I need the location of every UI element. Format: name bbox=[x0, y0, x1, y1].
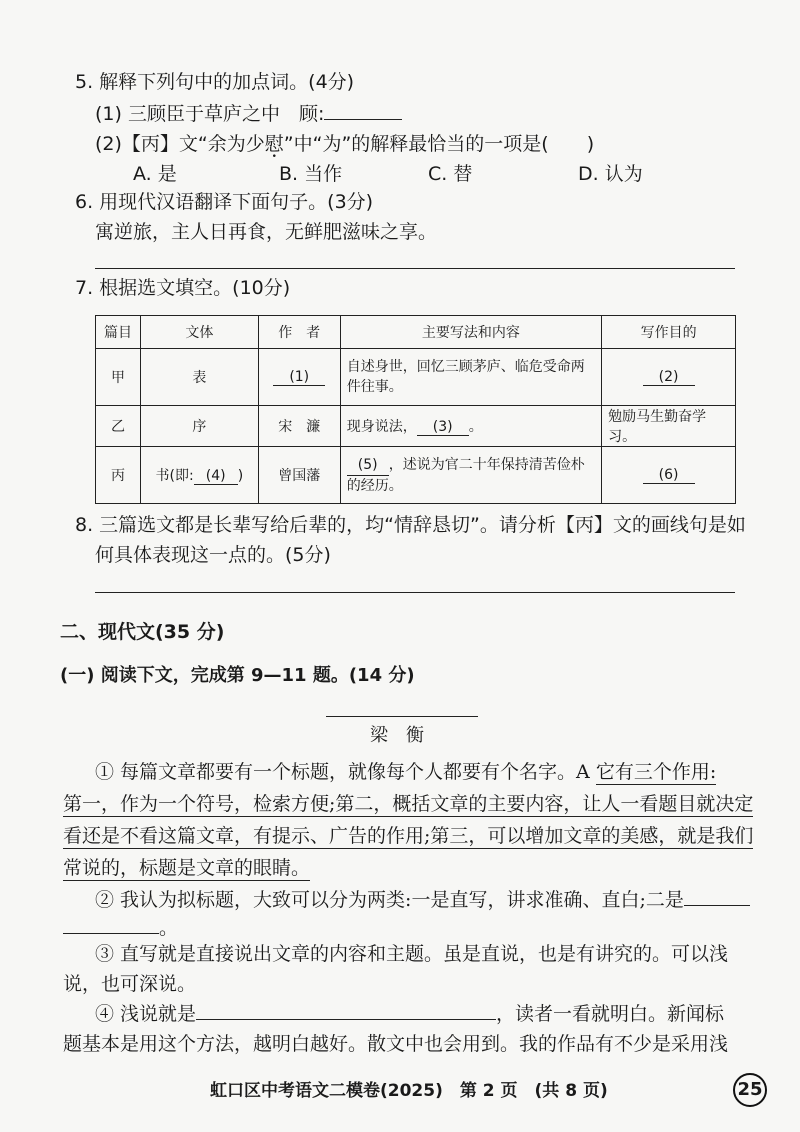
q5-sub1 bbox=[95, 102, 402, 126]
author-cell: 曾国藩 bbox=[258, 447, 340, 504]
q6-sentence: 寓逆旅，主人日再食，无鲜肥滋味之享。 bbox=[95, 221, 438, 243]
content-cell: 自述身世，回忆三顾茅庐、临危受命两件往事。 bbox=[340, 349, 601, 406]
q5-sub2-part-a: (2)【丙】文“余为少 bbox=[95, 133, 265, 155]
blank-1[interactable]: (1) bbox=[273, 369, 325, 386]
part-title: (一) 阅读下文，完成第 9—11 题。(14 分) bbox=[60, 665, 415, 686]
genre-text: 书(即: bbox=[155, 468, 194, 484]
blank-4[interactable]: (4) bbox=[194, 468, 238, 485]
blank-5[interactable]: (5) bbox=[347, 455, 389, 476]
blank-3[interactable]: (3) bbox=[417, 419, 469, 436]
p4-blank[interactable] bbox=[196, 1019, 496, 1020]
content-text: 现身说法， bbox=[346, 419, 417, 435]
sentence-a-underlined: 常说的，标题是文章的眼睛。 bbox=[63, 857, 311, 879]
p2-text: 。 bbox=[159, 917, 179, 939]
sentence-a-underlined: 看还是不看这篇文章，有提示、广告的作用;第三，可以增加文章的美感，就是我们 bbox=[63, 825, 754, 847]
q5-dotted-char: 慰 bbox=[264, 133, 284, 155]
article-title-blank[interactable] bbox=[326, 716, 478, 717]
q6-answer-line[interactable] bbox=[95, 268, 735, 269]
p1-line4 bbox=[63, 856, 310, 880]
content-text: 。 bbox=[468, 419, 483, 435]
p2-blank-b[interactable] bbox=[63, 933, 159, 934]
author-cell[interactable] bbox=[258, 349, 340, 406]
q8-line2: 何具体表现这一点的。(5分) bbox=[95, 544, 331, 566]
author-cell: 宋 濂 bbox=[258, 406, 340, 447]
p4-line1 bbox=[95, 1002, 724, 1026]
content-cell bbox=[340, 406, 601, 447]
q5-option-b[interactable]: B. 当作 bbox=[279, 163, 343, 185]
q5-option-c[interactable]: C. 替 bbox=[428, 163, 473, 185]
p4-line2: 题基本是用这个方法，越明白越好。散文中也会用到。我的作品有不少是采用浅 bbox=[63, 1033, 729, 1055]
q7-table bbox=[95, 315, 736, 504]
q7-title: 7. 根据选文填空。(10分) bbox=[75, 277, 291, 299]
purpose-cell[interactable] bbox=[602, 349, 736, 406]
genre-cell: 序 bbox=[140, 406, 258, 447]
header-cell: 主要写法和内容 bbox=[340, 316, 601, 349]
purpose-cell[interactable] bbox=[602, 447, 736, 504]
p1-text: ① 每篇文章都要有一个标题，就像每个人都要有个名字。A bbox=[95, 761, 596, 783]
page-footer: 虹口区中考语文二模卷(2025) 第 2 页 (共 8 页) bbox=[210, 1081, 608, 1101]
header-cell: 文体 bbox=[140, 316, 258, 349]
q5-option-a[interactable]: A. 是 bbox=[133, 163, 177, 185]
q5-sub1-text: (1) 三顾臣于草庐之中 顾: bbox=[95, 103, 325, 125]
p2-line1 bbox=[95, 888, 750, 912]
q5-sub2-part-b: ”中“为”的解释最恰当的一项是( ) bbox=[283, 133, 595, 155]
header-cell: 篇目 bbox=[96, 316, 141, 349]
p1-line3 bbox=[63, 824, 753, 848]
table-row bbox=[96, 406, 736, 447]
p3-line1: ③ 直写就是直接说出文章的内容和主题。虽是直说，也是有讲究的。可以浅 bbox=[95, 943, 729, 965]
table-row bbox=[96, 349, 736, 406]
article-author: 梁 衡 bbox=[370, 725, 424, 746]
content-cell bbox=[340, 447, 601, 504]
header-cell: 写作目的 bbox=[602, 316, 736, 349]
q8-line1: 8. 三篇选文都是长辈写给后辈的，均“情辞恳切”。请分析【丙】文的画线句是如 bbox=[75, 514, 746, 536]
content-text: ，述说为官二十年保持清苦俭朴的经历。 bbox=[346, 456, 585, 494]
sentence-a-underlined: 第一，作为一个符号，检索方便;第二，概括文章的主要内容，让人一看题目就决定 bbox=[63, 793, 754, 815]
header-cell: 作 者 bbox=[258, 316, 340, 349]
p4-text: ，读者一看就明白。新闻标 bbox=[496, 1003, 725, 1025]
p2-blank-a[interactable] bbox=[684, 905, 750, 906]
table-header-row bbox=[96, 316, 736, 349]
q5-option-d[interactable]: D. 认为 bbox=[578, 163, 643, 185]
p2-text: ② 我认为拟标题，大致可以分为两类:一是直写，讲求准确、直白;二是 bbox=[95, 889, 684, 911]
p2-line2 bbox=[63, 916, 178, 940]
section-title: 二、现代文(35 分) bbox=[60, 621, 225, 643]
genre-text: ) bbox=[237, 468, 244, 484]
genre-cell bbox=[140, 447, 258, 504]
p1-line2 bbox=[63, 792, 753, 816]
q5-sub2 bbox=[95, 132, 594, 156]
sentence-a-underlined: 它有三个作用: bbox=[595, 761, 717, 783]
page-badge: 25 bbox=[733, 1073, 767, 1107]
blank-2[interactable]: (2) bbox=[643, 369, 695, 386]
p4-text: ④ 浅说就是 bbox=[95, 1003, 197, 1025]
genre-cell: 表 bbox=[140, 349, 258, 406]
p1-line1 bbox=[95, 760, 716, 784]
q6-title: 6. 用现代汉语翻译下面句子。(3分) bbox=[75, 191, 374, 213]
row-label: 乙 bbox=[96, 406, 141, 447]
row-label: 丙 bbox=[96, 447, 141, 504]
table-row bbox=[96, 447, 736, 504]
blank-6[interactable]: (6) bbox=[643, 467, 695, 484]
q5-title: 5. 解释下列句中的加点词。(4分) bbox=[75, 71, 355, 93]
q8-answer-line[interactable] bbox=[95, 592, 735, 593]
p3-line2: 说，也可深说。 bbox=[63, 973, 197, 995]
purpose-cell: 勉励马生勤奋学习。 bbox=[602, 406, 736, 447]
row-label: 甲 bbox=[96, 349, 141, 406]
q5-sub1-blank[interactable] bbox=[324, 119, 402, 120]
